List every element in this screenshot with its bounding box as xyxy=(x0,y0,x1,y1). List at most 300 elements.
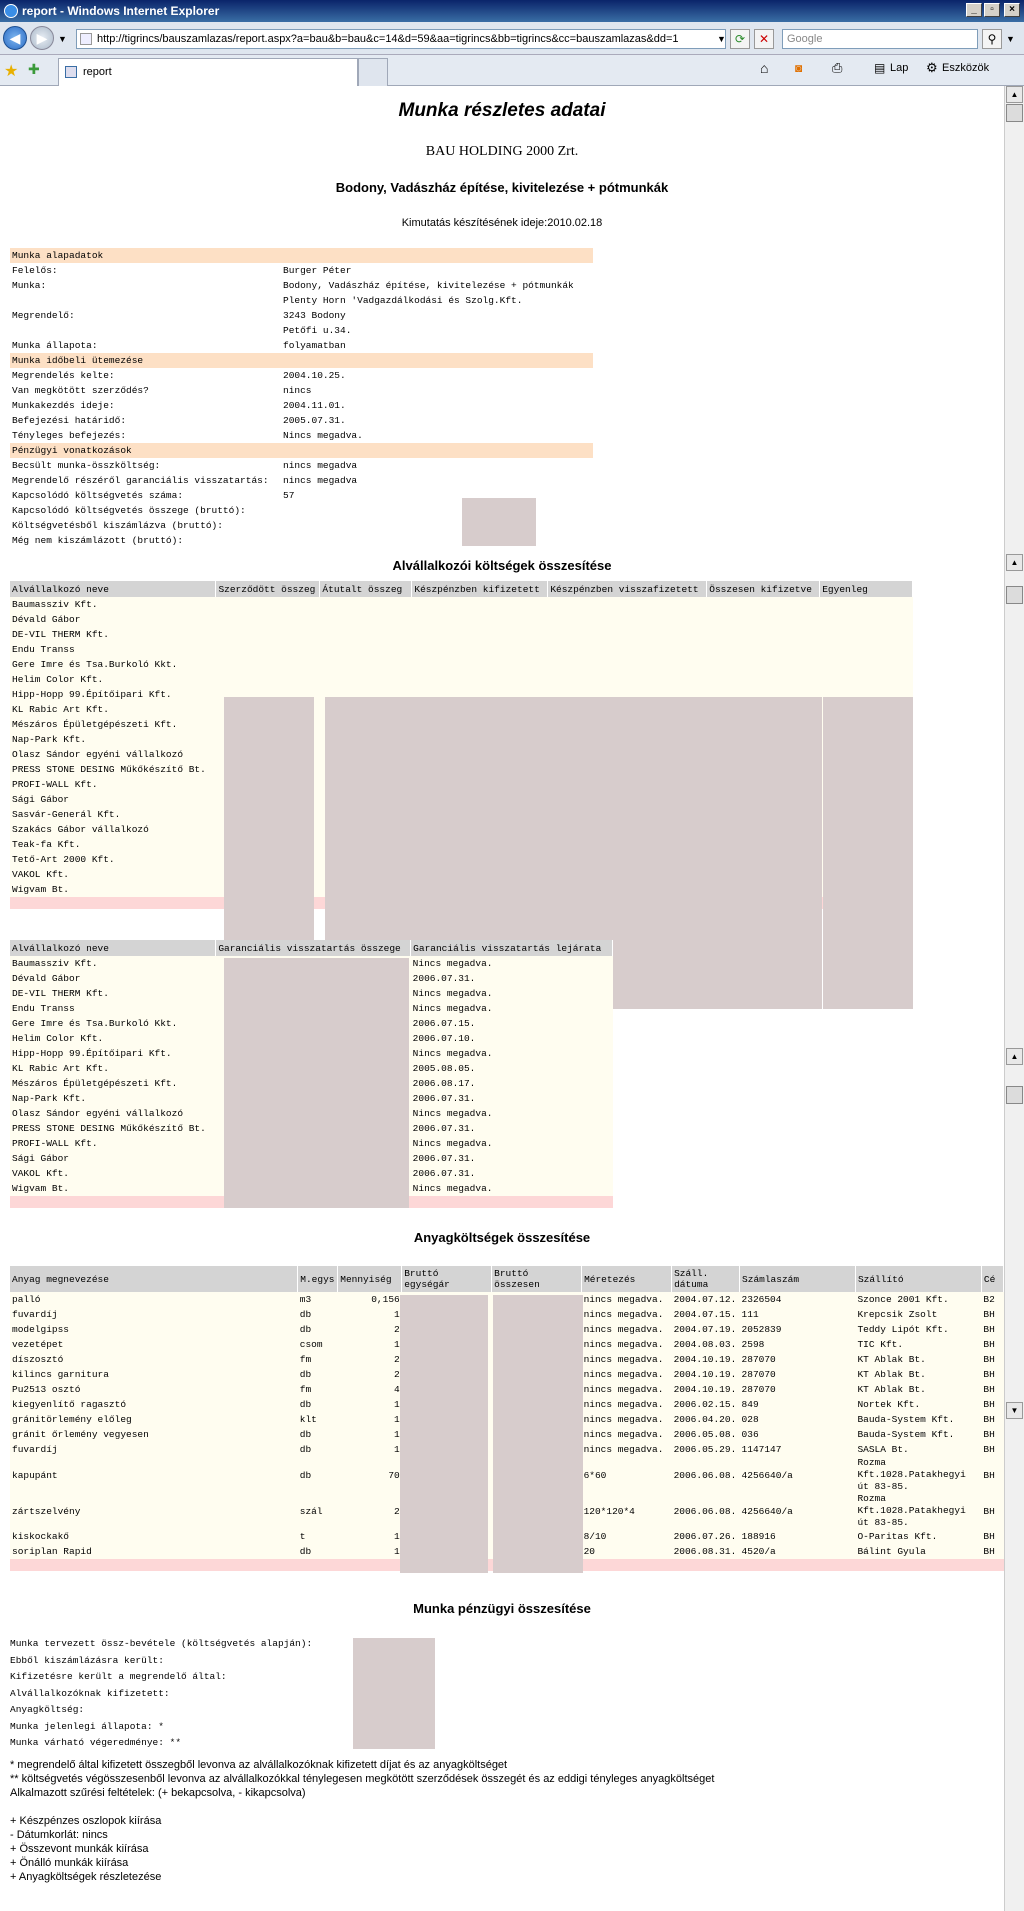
column-header: Bruttó egységár xyxy=(402,1266,492,1292)
quantity: 1 xyxy=(338,1529,402,1544)
finance-label: Munka jelenlegi állapota: * xyxy=(10,1720,164,1732)
material-name: vezetépet xyxy=(10,1337,298,1352)
target-code: BH xyxy=(981,1352,1003,1367)
supplier: Krepcsik Zsolt xyxy=(855,1307,981,1322)
subcontractor-name: Gere Imre és Tsa.Burkoló Kkt. xyxy=(10,657,216,672)
back-button[interactable]: ◀ xyxy=(3,26,27,50)
quantity: 1 xyxy=(338,1397,402,1412)
refresh-icon[interactable]: ⟳ xyxy=(730,29,750,49)
table-cell xyxy=(216,672,320,687)
kv-row: Munka: Bodony, Vadászház építése, kivitelezése + pótmunkák xyxy=(12,280,574,291)
search-options-icon[interactable]: ▼ xyxy=(1006,34,1015,44)
table-row xyxy=(10,597,913,612)
table-cell xyxy=(548,642,707,657)
home-icon[interactable]: ⌂ xyxy=(760,60,769,76)
subcontractor-name: PROFI-WALL Kft. xyxy=(10,1136,216,1151)
minimize-button[interactable]: _ xyxy=(966,3,982,17)
table-cell xyxy=(216,612,320,627)
unit: fm xyxy=(298,1352,338,1367)
subcontractor-name: Dévald Gábor xyxy=(10,612,216,627)
redacted-block xyxy=(823,697,913,1009)
supplier: KT Ablak Bt. xyxy=(855,1367,981,1382)
quantity: 2 xyxy=(338,1352,402,1367)
target-code: BH xyxy=(981,1307,1003,1322)
tools-gear-icon: ⚙ xyxy=(926,60,938,75)
scroll-up-arrow[interactable]: ▲ xyxy=(1006,86,1023,103)
target-code: BH xyxy=(981,1382,1003,1397)
delivery-date: 2004.07.15. xyxy=(672,1307,740,1322)
table-cell xyxy=(338,1559,402,1571)
column-header: Alvállalkozó neve xyxy=(10,581,216,597)
subcontractor-name: VAKOL Kft. xyxy=(10,1166,216,1181)
unit: fm xyxy=(298,1382,338,1397)
column-header: Szerződött összeg xyxy=(216,581,320,597)
unit: db xyxy=(298,1322,338,1337)
section-header: Munka alapadatok xyxy=(10,248,593,263)
quantity: 2 xyxy=(338,1493,402,1529)
unit: csom xyxy=(298,1337,338,1352)
table-cell xyxy=(548,597,707,612)
unit: m3 xyxy=(298,1292,338,1307)
quantity: 1 xyxy=(338,1544,402,1559)
dimension: nincs megadva. xyxy=(582,1442,672,1457)
subcontractor-name: Dévald Gábor xyxy=(10,971,216,986)
guarantee-expiry: 2006.07.31. xyxy=(411,1166,613,1181)
search-placeholder: Google xyxy=(787,33,823,45)
column-header: Átutalt összeg xyxy=(320,581,412,597)
scroll-up-arrow[interactable]: ▲ xyxy=(1006,1048,1023,1065)
subcontractor-name: Endu Transs xyxy=(10,1001,216,1016)
material-name: gránit őrlemény vegyesen xyxy=(10,1427,298,1442)
delivery-date: 2004.08.03. xyxy=(672,1337,740,1352)
subcontractor-name: Sági Gábor xyxy=(10,1151,216,1166)
close-button[interactable]: × xyxy=(1004,3,1020,17)
column-header: Garanciális visszatartás lejárata xyxy=(411,940,613,956)
target-code: BH xyxy=(981,1367,1003,1382)
delivery-date: 2004.07.19. xyxy=(672,1322,740,1337)
table-header-row xyxy=(10,581,913,597)
material-name: palló xyxy=(10,1292,298,1307)
table-cell xyxy=(216,642,320,657)
table-cell xyxy=(820,642,913,657)
quantity: 1 xyxy=(338,1412,402,1427)
invoice-number: 2598 xyxy=(740,1337,856,1352)
subcontractor-name: Mészáros Épületgépészeti Kft. xyxy=(10,1076,216,1091)
maximize-button[interactable]: ▫ xyxy=(984,3,1000,17)
subcontractor-name: Gere Imre és Tsa.Burkoló Kkt. xyxy=(10,1016,216,1031)
kv-row: Felelős: Burger Péter xyxy=(12,265,352,276)
add-favorites-icon[interactable]: ✚ xyxy=(28,61,40,77)
invoice-number: 111 xyxy=(740,1307,856,1322)
target-code: BH xyxy=(981,1493,1003,1529)
redacted-block xyxy=(462,498,536,546)
dimension: nincs megadva. xyxy=(582,1412,672,1427)
project-title: Bodony, Vadászház építése, kivitelezése + pótmunkák xyxy=(335,180,669,195)
column-header: Készpénzben kifizetett xyxy=(412,581,548,597)
table-cell xyxy=(672,1559,740,1571)
invoice-number: 4520/a xyxy=(740,1544,856,1559)
kv-row: Kapcsolódó költségvetés összege (bruttó): xyxy=(12,505,246,516)
table-cell xyxy=(707,657,820,672)
supplier: Rozma Kft.1028.Patakhegyi út 83-85. xyxy=(855,1493,981,1529)
subcontractor-name: Szakács Gábor vállalkozó xyxy=(10,822,216,837)
subcontractor-name: Baumassziv Kft. xyxy=(10,597,216,612)
subcontractor-name: Sági Gábor xyxy=(10,792,216,807)
column-header: Mennyiség xyxy=(338,1266,402,1292)
delivery-date: 2004.10.19. xyxy=(672,1352,740,1367)
supplier: Rozma Kft.1028.Patakhegyi út 83-85. xyxy=(855,1457,981,1493)
tab-title: report xyxy=(83,66,112,78)
tab-report[interactable] xyxy=(58,58,358,86)
kv-row: Munkakezdés ideje: 2004.11.01. xyxy=(12,400,346,411)
table-cell xyxy=(320,627,412,642)
page-content xyxy=(0,86,1004,1911)
subcontractor-name: Olasz Sándor egyéni vállalkozó xyxy=(10,747,216,762)
quantity: 1 xyxy=(338,1337,402,1352)
subcontractor-name: Endu Transs xyxy=(10,642,216,657)
table-cell xyxy=(820,597,913,612)
invoice-number: 849 xyxy=(740,1397,856,1412)
dimension: 20 xyxy=(582,1544,672,1559)
quantity: 70 xyxy=(338,1457,402,1493)
supplier: Szonce 2001 Kft. xyxy=(855,1292,981,1307)
delivery-date: 2006.02.15. xyxy=(672,1397,740,1412)
table-cell xyxy=(820,612,913,627)
table-cell xyxy=(320,612,412,627)
redacted-block xyxy=(353,1638,435,1749)
supplier: Bálint Gyula xyxy=(855,1544,981,1559)
material-name: kilincs garnitura xyxy=(10,1367,298,1382)
forward-button[interactable]: ▶ xyxy=(30,26,54,50)
unit: db xyxy=(298,1442,338,1457)
kv-row: Megrendelő: Plenty Horn 'Vadgazdálkodási és Szolg.Kft. 3243 Bodony Petőfi u.34. xyxy=(12,295,523,336)
table-cell xyxy=(320,642,412,657)
material-name: Pu2513 osztó xyxy=(10,1382,298,1397)
section-header: Munka időbeli ütemezése xyxy=(10,353,593,368)
table-header-row xyxy=(10,1266,1004,1292)
column-header: Összesen kifizetve xyxy=(707,581,820,597)
redacted-block xyxy=(400,1295,488,1573)
dimension: 120*120*4 xyxy=(582,1493,672,1529)
target-code: BH xyxy=(981,1544,1003,1559)
table-cell xyxy=(707,612,820,627)
materials-section-title: Anyagköltségek összesítése xyxy=(413,1230,591,1245)
table-cell xyxy=(298,1559,338,1571)
search-input[interactable] xyxy=(782,29,978,49)
table-cell xyxy=(582,1559,672,1571)
guarantee-expiry: 2005.08.05. xyxy=(411,1061,613,1076)
subcontractor-name: Helim Color Kft. xyxy=(10,1031,216,1046)
unit: t xyxy=(298,1529,338,1544)
guarantee-expiry: Nincs megadva. xyxy=(411,1001,613,1016)
finance-label: Alvállalkozóknak kifizetett: xyxy=(10,1687,170,1699)
material-name: soriplan Rapid xyxy=(10,1544,298,1559)
table-cell xyxy=(707,672,820,687)
table-cell xyxy=(10,897,216,909)
supplier: Nortek Kft. xyxy=(855,1397,981,1412)
redacted-block xyxy=(224,958,409,1208)
company-name: BAU HOLDING 2000 Zrt. xyxy=(425,144,579,159)
kv-row: Munka állapota: folyamatban xyxy=(12,340,346,351)
dimension: nincs megadva. xyxy=(582,1307,672,1322)
quantity: 1 xyxy=(338,1307,402,1322)
address-dropdown-icon[interactable]: ▼ xyxy=(717,34,726,44)
vertical-scrollbars[interactable] xyxy=(1004,86,1024,1911)
guarantee-expiry: Nincs megadva. xyxy=(411,1181,613,1196)
section-header: Pénzügyi vonatkozások xyxy=(10,443,593,458)
filter-item: + Készpénzes oszlopok kiírása xyxy=(10,1815,162,1827)
subcontractor-name: PROFI-WALL Kft. xyxy=(10,777,216,792)
finance-label: Munka tervezett össz-bevétele (költségvetés alapján): xyxy=(10,1638,313,1649)
table-cell xyxy=(740,1559,856,1571)
kv-row: Becsült munka-összköltség: nincs megadva xyxy=(12,460,358,471)
finance-summary xyxy=(10,1636,312,1752)
table-header-row xyxy=(10,940,613,956)
column-header: Számlaszám xyxy=(740,1266,856,1292)
subcontractor-name: Baumassziv Kft. xyxy=(10,956,216,971)
finance-label: Anyagköltség: xyxy=(10,1704,85,1715)
invoice-number: 2326504 xyxy=(740,1292,856,1307)
scroll-up-arrow[interactable]: ▲ xyxy=(1006,554,1023,571)
delivery-date: 2006.06.08. xyxy=(672,1493,740,1529)
target-code: BH xyxy=(981,1427,1003,1442)
material-name: gránitörlemény előleg xyxy=(10,1412,298,1427)
column-header: Egyenleg xyxy=(820,581,913,597)
unit: db xyxy=(298,1544,338,1559)
report-title: Munka részletes adatai xyxy=(398,100,606,121)
guarantee-expiry: 2006.07.31. xyxy=(411,1151,613,1166)
delivery-date: 2006.05.08. xyxy=(672,1427,740,1442)
target-code: BH xyxy=(981,1442,1003,1457)
filter-item: + Anyagköltségek részletezése xyxy=(10,1871,162,1883)
dimension: nincs megadva. xyxy=(582,1292,672,1307)
guarantee-expiry: 2006.08.17. xyxy=(411,1076,613,1091)
table-cell xyxy=(820,672,913,687)
guarantee-expiry: 2006.07.31. xyxy=(411,1121,613,1136)
page-menu[interactable]: Lap xyxy=(890,62,909,74)
guarantee-expiry: Nincs megadva. xyxy=(411,1046,613,1061)
guarantee-expiry: 2006.07.31. xyxy=(411,971,613,986)
scroll-down-arrow[interactable]: ▼ xyxy=(1006,1402,1023,1419)
finance-label: Kifizetésre került a megrendelő által: xyxy=(10,1671,227,1682)
dimension: 6*60 xyxy=(582,1457,672,1493)
redacted-block xyxy=(493,1295,583,1573)
delivery-date: 2006.07.26. xyxy=(672,1529,740,1544)
supplier: KT Ablak Bt. xyxy=(855,1382,981,1397)
delivery-date: 2006.06.08. xyxy=(672,1457,740,1493)
guarantee-expiry: Nincs megadva. xyxy=(411,956,613,971)
unit: klt xyxy=(298,1412,338,1427)
window-titlebar xyxy=(0,0,1024,22)
quantity: 1 xyxy=(338,1427,402,1442)
table-cell xyxy=(10,1559,298,1571)
column-header: Alvállalkozó neve xyxy=(10,940,216,956)
column-header: Anyag megnevezése xyxy=(10,1266,298,1292)
table-cell xyxy=(411,1196,613,1208)
quantity: 0,156 xyxy=(338,1292,402,1307)
guarantee-expiry: Nincs megadva. xyxy=(411,986,613,1001)
unit: db xyxy=(298,1307,338,1322)
kv-row: Kapcsolódó költségvetés száma: 57 xyxy=(12,490,295,501)
supplier: Bauda-System Kft. xyxy=(855,1412,981,1427)
subcontractor-name: Wigvam Bt. xyxy=(10,1181,216,1196)
filter-item: + Összevont munkák kiírása xyxy=(10,1843,149,1855)
finance-label: Munka várható végeredménye: ** xyxy=(10,1737,182,1748)
stop-icon[interactable]: ✕ xyxy=(754,29,774,49)
supplier: SASLA Bt. xyxy=(855,1442,981,1457)
table-cell xyxy=(320,657,412,672)
address-input[interactable] xyxy=(76,29,726,49)
subcontractor-name: PRESS STONE DESING Műkőkészítő Bt. xyxy=(10,1121,216,1136)
tab-bar xyxy=(0,55,1024,86)
subcontractor-name: Olasz Sándor egyéni vállalkozó xyxy=(10,1106,216,1121)
invoice-number: 4256640/a xyxy=(740,1457,856,1493)
guarantee-expiry: Nincs megadva. xyxy=(411,1106,613,1121)
table-cell xyxy=(216,657,320,672)
subcontractor-name: Wigvam Bt. xyxy=(10,882,216,897)
table-cell xyxy=(820,657,913,672)
scroll-thumb[interactable] xyxy=(1006,1086,1023,1104)
subcontractor-name: KL Rabic Art Kft. xyxy=(10,702,216,717)
page-menu-icon: ▤ xyxy=(874,61,886,75)
quantity: 2 xyxy=(338,1367,402,1382)
unit: szál xyxy=(298,1493,338,1529)
table-cell xyxy=(216,627,320,642)
kv-row: Befejezési határidő: 2005.07.31. xyxy=(12,415,346,426)
scroll-thumb[interactable] xyxy=(1006,104,1023,122)
table-cell xyxy=(548,612,707,627)
delivery-date: 2004.10.19. xyxy=(672,1367,740,1382)
subcontractor-name: Tető-Art 2000 Kft. xyxy=(10,852,216,867)
quantity: 4 xyxy=(338,1382,402,1397)
material-name: fuvardíj xyxy=(10,1307,298,1322)
invoice-number: 036 xyxy=(740,1427,856,1442)
delivery-date: 2006.05.29. xyxy=(672,1442,740,1457)
subcontractor-name: PRESS STONE DESING Műkőkészítő Bt. xyxy=(10,762,216,777)
table-cell xyxy=(548,657,707,672)
guarantee-expiry: 2006.07.15. xyxy=(411,1016,613,1031)
table-cell xyxy=(10,1196,216,1208)
invoice-number: 2052839 xyxy=(740,1322,856,1337)
dimension: 8/10 xyxy=(582,1529,672,1544)
dimension: nincs megadva. xyxy=(582,1322,672,1337)
scroll-thumb[interactable] xyxy=(1006,586,1023,604)
filter-item: + Önálló munkák kiírása xyxy=(10,1857,129,1869)
delivery-date: 2004.10.19. xyxy=(672,1382,740,1397)
target-code: BH xyxy=(981,1412,1003,1427)
subcontractor-name: DE-VIL THERM Kft. xyxy=(10,986,216,1001)
table-cell xyxy=(412,627,548,642)
address-text: http://tigrincs/bauszamlazas/report.aspx?a=bau&b=bau&c=14&d=59&aa=tigrincs&bb=tigrincs&cc=bauszamlazas&dd=1 xyxy=(97,33,679,45)
table-row xyxy=(10,627,913,642)
subcontractor-name: Nap-Park Kft. xyxy=(10,732,216,747)
dimension: nincs megadva. xyxy=(582,1367,672,1382)
column-header: Bruttó összesen xyxy=(492,1266,582,1292)
filter-item: - Dátumkorlát: nincs xyxy=(10,1829,108,1841)
unit: db xyxy=(298,1397,338,1412)
kv-row: Tényleges befejezés: Nincs megadva. xyxy=(12,430,363,441)
unit: db xyxy=(298,1367,338,1382)
material-name: zártszelvény xyxy=(10,1493,298,1529)
subcontractor-name: Hipp-Hopp 99.Építőipari Kft. xyxy=(10,687,216,702)
target-code: B2 xyxy=(981,1292,1003,1307)
table-cell xyxy=(412,612,548,627)
favorites-star-icon[interactable]: ★ xyxy=(4,63,19,80)
material-name: modelgipss xyxy=(10,1322,298,1337)
print-icon[interactable]: ⎙ xyxy=(832,60,843,75)
finance-section-title: Munka pénzügyi összesítése xyxy=(413,1601,591,1616)
kv-row: Van megkötött szerződés? nincs xyxy=(12,385,312,396)
material-name: kiskockakő xyxy=(10,1529,298,1544)
invoice-number: 188916 xyxy=(740,1529,856,1544)
guarantee-expiry: 2006.07.10. xyxy=(411,1031,613,1046)
tools-menu[interactable]: Eszközök xyxy=(942,62,990,74)
table-cell xyxy=(548,672,707,687)
window-title: report - Windows Internet Explorer xyxy=(22,4,220,18)
kv-row: Még nem kiszámlázott (bruttó): xyxy=(12,535,184,546)
column-header: Szállító xyxy=(855,1266,981,1292)
address-toolbar xyxy=(0,22,1024,55)
redacted-block xyxy=(712,697,822,1009)
quantity: 2 xyxy=(338,1322,402,1337)
column-header: Méretezés xyxy=(582,1266,672,1292)
delivery-date: 2006.08.31. xyxy=(672,1544,740,1559)
unit: db xyxy=(298,1457,338,1493)
subcontractor-name: Hipp-Hopp 99.Építőipari Kft. xyxy=(10,1046,216,1061)
table-row xyxy=(10,612,913,627)
dimension: nincs megadva. xyxy=(582,1352,672,1367)
table-cell xyxy=(412,597,548,612)
material-name: díszosztó xyxy=(10,1352,298,1367)
table-cell xyxy=(820,627,913,642)
table-cell xyxy=(981,1559,1003,1571)
target-code: BH xyxy=(981,1337,1003,1352)
guarantee-expiry: Nincs megadva. xyxy=(411,1136,613,1151)
column-header: Készpénzben visszafizetett xyxy=(548,581,707,597)
ie-icon xyxy=(4,4,18,18)
dimension: nincs megadva. xyxy=(582,1337,672,1352)
delivery-date: 2004.07.12. xyxy=(672,1292,740,1307)
new-tab-button[interactable] xyxy=(358,58,388,86)
generated-date: Kimutatás készítésének ideje:2010.02.18 xyxy=(401,217,603,229)
invoice-number: 1147147 xyxy=(740,1442,856,1457)
filter-caption: Alkalmazott szűrési feltételek: (+ bekapcsolva, - kikapcsolva) xyxy=(10,1787,306,1799)
column-header: Száll. dátuma xyxy=(672,1266,740,1292)
supplier: O-Paritas Kft. xyxy=(855,1529,981,1544)
table-cell xyxy=(548,627,707,642)
material-name: kiegyenlítő ragasztó xyxy=(10,1397,298,1412)
material-name: fuvardíj xyxy=(10,1442,298,1457)
history-dropdown-icon[interactable]: ▼ xyxy=(58,34,67,44)
search-icon[interactable]: ⚲ xyxy=(982,29,1002,49)
table-cell xyxy=(216,597,320,612)
kv-row: Költségvetésből kiszámlázva (bruttó): xyxy=(12,520,223,531)
subcontractor-name: KL Rabic Art Kft. xyxy=(10,1061,216,1076)
guarantee-expiry: 2006.07.31. xyxy=(411,1091,613,1106)
table-row xyxy=(10,672,913,687)
target-code: BH xyxy=(981,1397,1003,1412)
tab-page-icon xyxy=(65,66,77,78)
dimension: nincs megadva. xyxy=(582,1382,672,1397)
table-row xyxy=(10,657,913,672)
footnote: * megrendelő által kifizetett összegből levonva az alvállalkozóknak kifizetett díjat és az anyagköltséget xyxy=(10,1759,508,1771)
subcontractor-section-title: Alvállalkozói költségek összesítése xyxy=(392,558,612,573)
table-row xyxy=(10,642,913,657)
table-cell xyxy=(707,597,820,612)
feeds-icon[interactable]: ◙ xyxy=(795,61,803,75)
target-code: BH xyxy=(981,1457,1003,1493)
delivery-date: 2006.04.20. xyxy=(672,1412,740,1427)
